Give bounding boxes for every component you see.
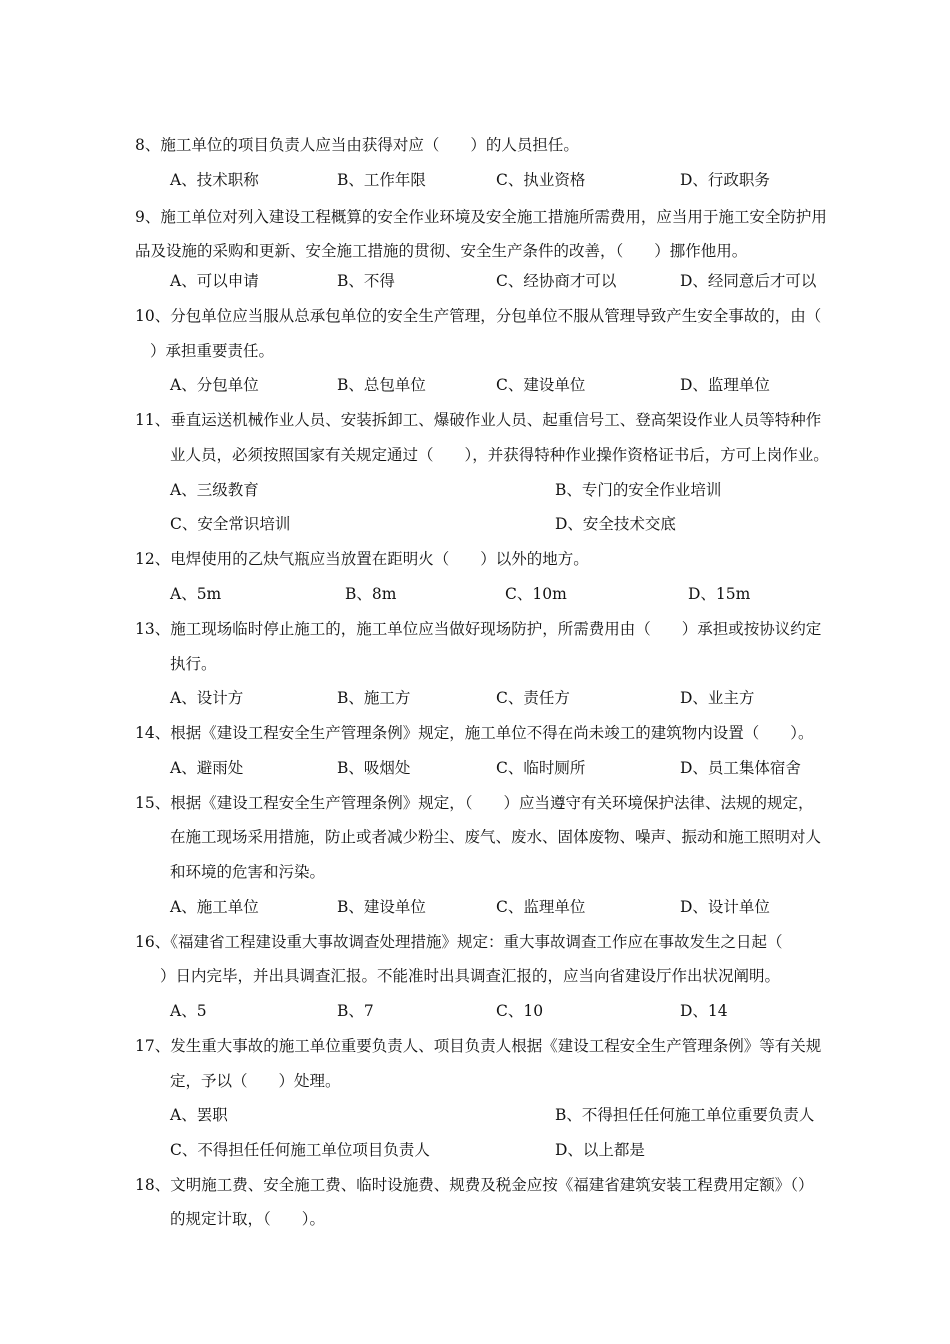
question-10-line-2: ）承担重要责任。: [150, 342, 275, 360]
question-9-line-1: 9、施工单位对列入建设工程概算的安全作业环境及安全施工措施所需费用，应当用于施工安全防护用: [135, 208, 827, 226]
q8-option-c: C、执业资格: [496, 171, 586, 189]
q8-option-a: A、技术职称: [170, 171, 259, 189]
q9-option-a: A、可以申请: [170, 272, 259, 290]
q17-option-c: C、不得担任任何施工单位项目负责人: [170, 1141, 430, 1159]
q17-option-d: D、以上都是: [555, 1141, 645, 1159]
q15-option-c: C、监理单位: [496, 898, 586, 916]
q9-option-c: C、经协商才可以: [496, 272, 617, 290]
q16-option-d: D、14: [680, 1002, 728, 1020]
question-11-line-1: 11、垂直运送机械作业人员、安装拆卸工、爆破作业人员、起重信号工、登高架设作业人员等特种作: [135, 411, 822, 429]
q12-option-c: C、10m: [505, 585, 567, 603]
question-16-line-2: ）日内完毕，并出具调查汇报。不能准时出具调查汇报的，应当向省建设厅作出状况阐明。: [160, 967, 781, 985]
question-15-line-1: 15、根据《建设工程安全生产管理条例》规定，（ ）应当遵守有关环境保护法律、法规的规定，: [135, 794, 814, 812]
question-15-line-3: 和环境的危害和污染。: [170, 863, 326, 881]
q11-option-b: B、专门的安全作业培训: [555, 481, 722, 499]
q8-option-b: B、工作年限: [337, 171, 426, 189]
q14-option-d: D、员工集体宿舍: [680, 759, 801, 777]
q15-option-d: D、设计单位: [680, 898, 770, 916]
question-9-line-2: 品及设施的采购和更新、安全施工措施的贯彻、安全生产条件的改善，（ ）挪作他用。: [135, 242, 748, 260]
q13-option-b: B、施工方: [337, 689, 411, 707]
q8-option-d: D、行政职务: [680, 171, 770, 189]
question-13-line-1: 13、施工现场临时停止施工的，施工单位应当做好现场防护，所需费用由（ ）承担或按协议约定: [135, 620, 822, 638]
q17-option-b: B、不得担任任何施工单位重要负责人: [555, 1106, 815, 1124]
q12-option-a: A、5m: [170, 585, 222, 603]
q13-option-c: C、责任方: [496, 689, 570, 707]
question-11-line-2: 业人员，必须按照国家有关规定通过（ ），并获得特种作业操作资格证书后，方可上岗作业。: [170, 446, 829, 464]
question-8-line-1: 8、施工单位的项目负责人应当由获得对应（ ）的人员担任。: [135, 136, 579, 154]
question-18-line-2: 的规定计取，（ ）。: [170, 1210, 326, 1228]
question-15-line-2: 在施工现场采用措施，防止或者减少粉尘、废气、废水、固体废物、噪声、振动和施工照明对人: [170, 828, 822, 846]
q16-option-b: B、7: [337, 1002, 374, 1020]
q14-option-a: A、避雨处: [170, 759, 244, 777]
question-12-line-1: 12、电焊使用的乙炔气瓶应当放置在距明火（ ）以外的地方。: [135, 550, 589, 568]
q13-option-d: D、业主方: [680, 689, 755, 707]
q10-option-d: D、监理单位: [680, 376, 770, 394]
q11-option-d: D、安全技术交底: [555, 515, 676, 533]
question-17-line-2: 定，予以（ ）处理。: [170, 1072, 341, 1090]
q15-option-b: B、建设单位: [337, 898, 426, 916]
question-18-line-1: 18、文明施工费、安全施工费、临时设施费、规费及税金应按《福建省建筑安装工程费用定额》（）: [135, 1176, 814, 1194]
q11-option-a: A、三级教育: [170, 481, 259, 499]
question-10-line-1: 10、分包单位应当服从总承包单位的安全生产管理，分包单位不服从管理导致产生安全事故的，由（: [135, 307, 822, 325]
q14-option-c: C、临时厕所: [496, 759, 586, 777]
question-17-line-1: 17、发生重大事故的施工单位重要负责人、项目负责人根据《建设工程安全生产管理条例》等有关规: [135, 1037, 822, 1055]
q14-option-b: B、吸烟处: [337, 759, 411, 777]
q10-option-a: A、分包单位: [170, 376, 259, 394]
q9-option-b: B、不得: [337, 272, 395, 290]
q17-option-a: A、罢职: [170, 1106, 228, 1124]
q10-option-b: B、总包单位: [337, 376, 426, 394]
q15-option-a: A、施工单位: [170, 898, 259, 916]
q12-option-b: B、8m: [345, 585, 397, 603]
q10-option-c: C、建设单位: [496, 376, 586, 394]
question-16-line-1: 16、《福建省工程建设重大事故调查处理措施》规定：重大事故调查工作应在事故发生之日起（: [135, 933, 783, 951]
q16-option-c: C、10: [496, 1002, 544, 1020]
q11-option-c: C、安全常识培训: [170, 515, 291, 533]
q16-option-a: A、5: [170, 1002, 207, 1020]
q9-option-d: D、经同意后才可以: [680, 272, 817, 290]
question-14-line-1: 14、根据《建设工程安全生产管理条例》规定，施工单位不得在尚未竣工的建筑物内设置（ ）。: [135, 724, 814, 742]
q12-option-d: D、15m: [688, 585, 751, 603]
question-13-line-2: 执行。: [170, 655, 217, 673]
q13-option-a: A、设计方: [170, 689, 244, 707]
